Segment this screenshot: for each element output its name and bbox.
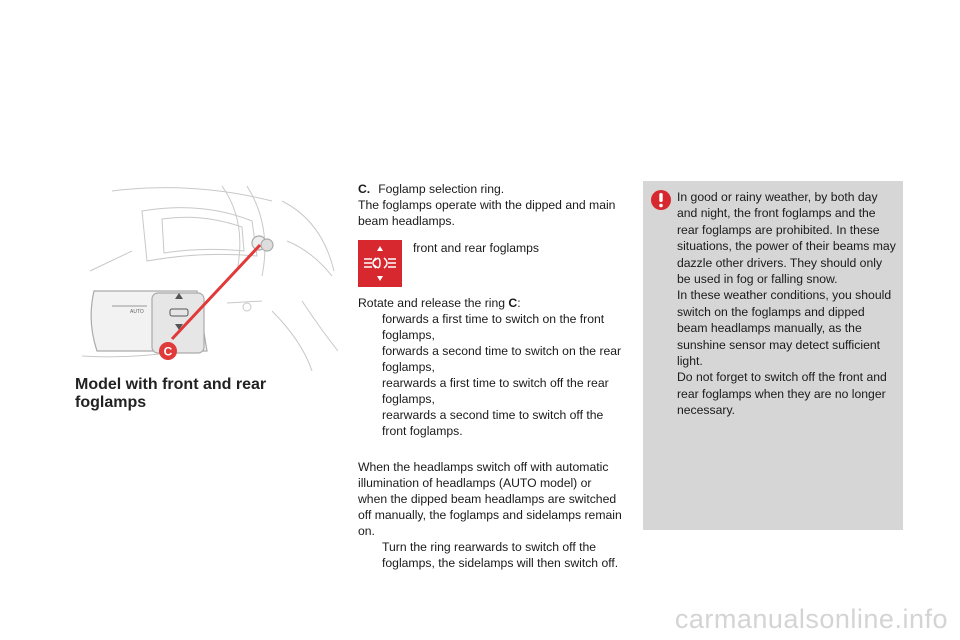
list-item: [358, 375, 623, 407]
list-item-text: Turn the ring rearwards to switch off the foglamps, the sidelamps will then switch off.: [382, 540, 619, 570]
ring-key: C: [508, 296, 518, 310]
rotate-instructions: [358, 295, 623, 439]
warning-paragraph: In these weather conditions, you should switch on the foglamps and dipped beam headlamps manually, as the sunshine sensor may detect sufficient light.: [677, 288, 892, 369]
auto-list: [358, 539, 623, 571]
lighting-stalk-illustration: [72, 181, 338, 371]
symbol-row: [358, 240, 623, 288]
warning-text: [677, 189, 897, 419]
warning-exclamation-icon: [650, 189, 672, 211]
warning-paragraph: In good or rainy weather, by both day and night, the front foglamps and the rear foglamps are prohibited. In these situations, the power of their beams may dazzle other drivers. They should only be used in fog or falling snow.: [677, 190, 896, 287]
list-item: [358, 407, 623, 439]
rotate-intro-colon: :: [517, 296, 521, 310]
list-item: [358, 539, 623, 571]
warning-box: [643, 181, 903, 530]
rotate-intro: Rotate and release the ring: [358, 296, 509, 310]
auto-mode-block: [358, 459, 623, 571]
definition-note: The foglamps operate with the dipped and main beam headlamps.: [358, 198, 616, 228]
section-title: Model with front and rear foglamps: [75, 376, 267, 411]
auto-mode-text: When the headlamps switch off with automatic illumination of headlamps (AUTO model) or when the dipped beam headlamps are switched off manually, the foglamps and sidelamps remain on.: [358, 460, 622, 538]
watermark: carmanualsonline.info: [674, 604, 948, 634]
list-item-text: rearwards a second time to switch off the front foglamps.: [382, 408, 604, 438]
list-item-text: rearwards a first time to switch off the rear foglamps,: [382, 376, 609, 406]
front-rear-foglamps-icon: [358, 240, 402, 287]
warning-paragraph: Do not forget to switch off the front and rear foglamps when they are no longer necessary.: [677, 370, 887, 418]
definition-text: Foglamp selection ring.: [378, 182, 505, 196]
definition-block: [358, 181, 623, 229]
list-item-text: forwards a second time to switch on the rear foglamps,: [382, 344, 622, 374]
stalk-auto-text: AUTO: [130, 309, 144, 315]
list-item-text: forwards a first time to switch on the front foglamps,: [382, 312, 605, 342]
rotate-list: [358, 311, 623, 439]
symbol-label: front and rear foglamps: [413, 241, 540, 255]
callout-c-letter: C: [163, 344, 173, 359]
definition-key: C.: [358, 182, 371, 196]
list-item: [358, 311, 623, 343]
list-item: [358, 343, 623, 375]
